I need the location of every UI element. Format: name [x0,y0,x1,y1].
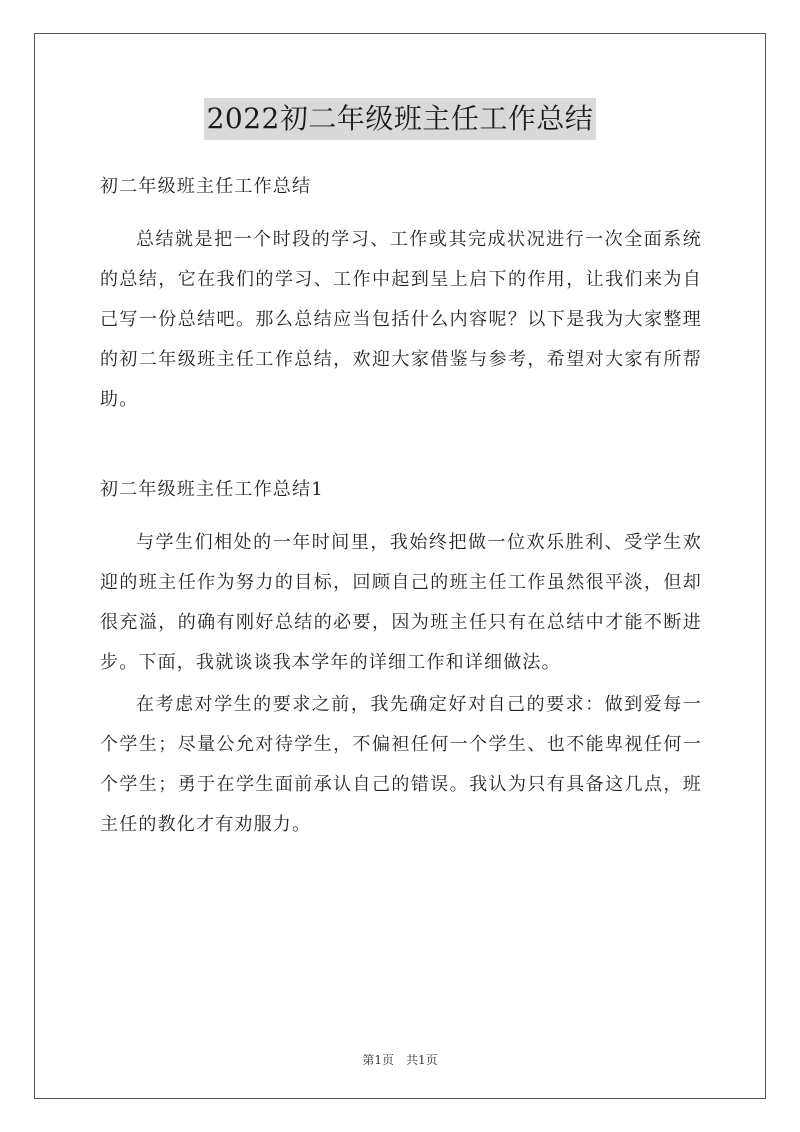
section1-paragraph-1: 与学生们相处的一年时间里，我始终把做一位欢乐胜利、受学生欢迎的班主任作为努力的目标，回顾自己的班主任工作虽然很平淡，但却很充溢，的确有刚好总结的必要，因为班主任只有在总结中才能不断进步。下面，我就谈谈我本学年的详细工作和详细做法。 [100,532,702,673]
intro-heading: 初二年级班主任工作总结 [100,176,312,197]
section1-heading: 初二年级班主任工作总结1 [100,479,324,500]
document-title: 2022初二年级班主任工作总结 [204,98,597,140]
section1-paragraph-2: 在考虑对学生的要求之前，我先确定好对自己的要求：做到爱每一个学生；尽量公允对待学生，不偏袒任何一个学生、也不能卑视任何一个学生；勇于在学生面前承认自己的错误。我认为只有具备这几点，班主任的教化才有劝服力。 [100,694,702,835]
title-container [0,98,800,140]
document-body [100,167,702,845]
intro-paragraph: 总结就是把一个时段的学习、工作或其完成状况进行一次全面系统的总结，它在我们的学习、工作中起到呈上启下的作用，让我们来为自己写一份总结吧。那么总结应当包括什么内容呢？以下是我为大家整理的初二年级班主任工作总结，欢迎大家借鉴与参考，希望对大家有所帮助。 [100,229,702,410]
page-footer: 第1页 共1页 [362,1053,438,1067]
